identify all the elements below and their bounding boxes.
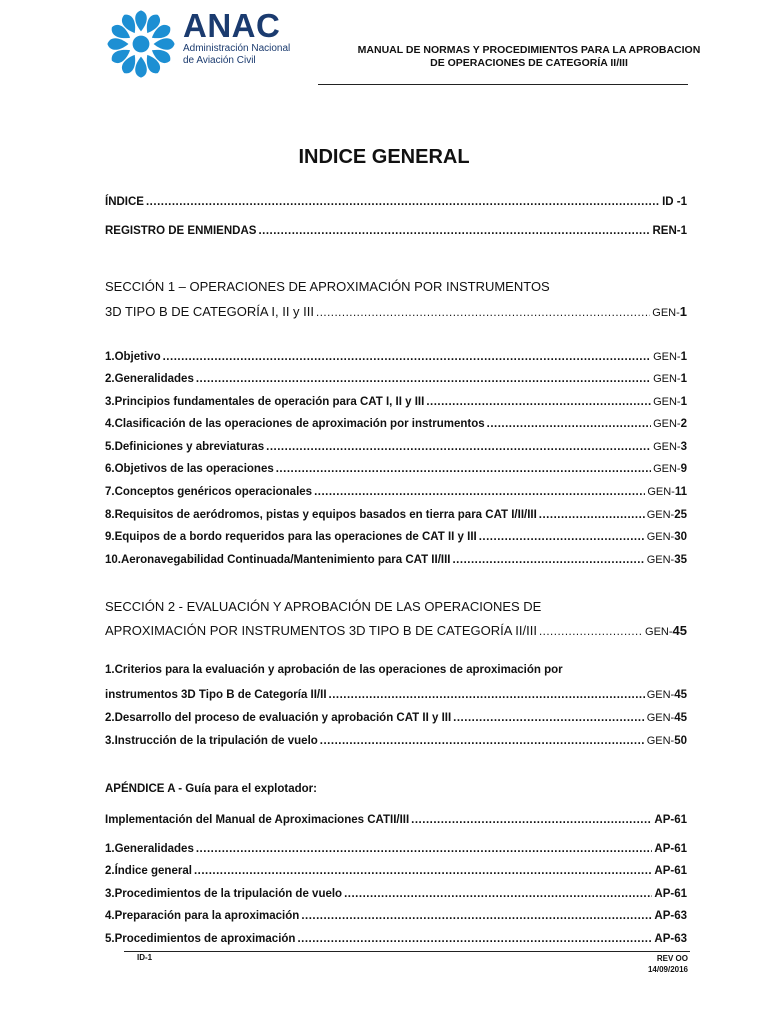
- toc-entry[interactable]: [105, 932, 687, 946]
- dot-leader: [276, 462, 651, 476]
- footer-divider: [124, 951, 690, 952]
- toc-entry-page: [653, 440, 687, 454]
- toc-entry-page: [647, 734, 687, 748]
- toc-entry[interactable]: [105, 485, 687, 499]
- toc-entry-label: 5.Definiciones y abreviaturas: [105, 441, 265, 453]
- toc-entry-label: 3.Procedimientos de la tripulación de vuelo: [105, 888, 343, 900]
- toc-entry-page: [647, 711, 687, 725]
- toc-entry-page: AP-61: [654, 814, 687, 826]
- toc-entry-page: AP-61: [654, 865, 687, 877]
- page-prefix: GEN-: [646, 735, 675, 747]
- toc-entry-label: 8.Requisitos de aeródromos, pistas y equipos basados en tierra para CAT I/II/III: [105, 509, 537, 521]
- appendix-heading-label: APÉNDICE A -: [105, 783, 183, 795]
- page-number: 25: [674, 509, 687, 521]
- toc-entry-page: [647, 688, 687, 702]
- toc-entry-page: [653, 395, 687, 409]
- page-number: 1: [680, 373, 687, 385]
- dot-leader: [316, 307, 650, 319]
- page-prefix: GEN-: [646, 509, 675, 521]
- section-2-subtitle: APROXIMACIÓN POR INSTRUMENTOS 3D TIPO B DE CATEGORÍA II/III: [105, 623, 537, 638]
- toc-entry-page: [652, 304, 687, 319]
- toc-entry-page: REN-1: [652, 225, 687, 237]
- dot-leader: [479, 530, 645, 544]
- dot-leader: [329, 688, 645, 702]
- dot-leader: [196, 372, 651, 386]
- footer-date: 14/09/2016: [647, 965, 688, 974]
- page-prefix: GEN-: [646, 554, 675, 566]
- toc-entry-page: [653, 462, 687, 476]
- toc-entry-registro[interactable]: [105, 224, 687, 238]
- toc-entry-label: 1.Objetivo: [105, 351, 161, 363]
- page-number: 35: [674, 554, 687, 566]
- dot-leader: [453, 711, 645, 725]
- toc-entry[interactable]: [105, 417, 687, 431]
- brand-name: ANAC: [183, 7, 281, 44]
- dot-leader: [266, 440, 651, 454]
- toc-entry-label: 10.Aeronavegabilidad Continuada/Mantenimiento para CAT II/III: [105, 554, 451, 566]
- brand-subtitle-2: de Aviación Civil: [183, 55, 256, 66]
- toc-entry-label: 9.Equipos de a bordo requeridos para las operaciones de CAT II y III: [105, 531, 477, 543]
- toc-entry[interactable]: [105, 440, 687, 454]
- header-divider: [318, 84, 688, 85]
- manual-title-line-2: DE OPERACIONES DE CATEGORÍA II/III: [430, 57, 628, 69]
- page-prefix: GEN-: [653, 418, 681, 430]
- toc-entry-label: REGISTRO DE ENMIENDAS: [105, 225, 257, 237]
- toc-entry-label: 2.Índice general: [105, 865, 192, 877]
- dot-leader: [196, 842, 653, 856]
- section-2-heading-line-2[interactable]: [105, 623, 687, 638]
- toc-entry-page: [647, 530, 687, 544]
- toc-entry[interactable]: [105, 864, 687, 878]
- page-prefix: GEN-: [645, 626, 673, 638]
- dot-leader: [539, 626, 643, 638]
- page-number: 1: [679, 304, 687, 319]
- page-number: 30: [674, 531, 687, 543]
- toc-entry-indice[interactable]: [105, 195, 687, 209]
- toc-entry-label: 5.Procedimientos de aproximación: [105, 933, 296, 945]
- appendix-heading-text: Guía para el explotador:: [182, 783, 317, 795]
- toc-entry-page: AP-63: [654, 933, 687, 945]
- dot-leader: [194, 864, 652, 878]
- manual-title: [318, 44, 740, 70]
- toc-entry-page: [653, 417, 687, 431]
- toc-entry-label: 1.Generalidades: [105, 843, 194, 855]
- page-prefix: GEN-: [646, 712, 675, 724]
- page-title: INDICE GENERAL: [298, 146, 470, 168]
- page-number: 1: [680, 396, 687, 408]
- page-prefix: GEN-: [647, 486, 675, 498]
- toc-entry-label: ÍNDICE: [105, 196, 144, 208]
- toc-entry[interactable]: [105, 372, 687, 386]
- toc-entry-label: 2.Generalidades: [105, 373, 194, 385]
- page-number: 45: [674, 712, 687, 724]
- toc-entry[interactable]: [105, 887, 687, 901]
- toc-entry[interactable]: [105, 734, 687, 748]
- appendix-heading: [105, 783, 317, 795]
- dot-leader: [314, 485, 645, 499]
- dot-leader: [411, 813, 652, 827]
- toc-entry-label: 3.Principios fundamentales de operación para CAT I, II y III: [105, 396, 425, 408]
- footer-revision: [648, 953, 688, 975]
- page-prefix: GEN-: [652, 307, 680, 319]
- footer-rev: REV OO: [656, 954, 688, 963]
- toc-entry[interactable]: [105, 530, 687, 544]
- page-prefix: GEN-: [653, 373, 681, 385]
- page-number: 2: [680, 418, 687, 430]
- toc-entry-page: AP-63: [654, 910, 687, 922]
- section-1-subtitle: 3D TIPO B DE CATEGORÍA I, II y III: [105, 304, 315, 319]
- toc-entry-label: Implementación del Manual de Aproximaciones CATII/III: [105, 814, 410, 826]
- toc-entry-label: 6.Objetivos de las operaciones: [105, 463, 274, 475]
- page-prefix: GEN-: [653, 396, 681, 408]
- toc-entry-implementacion[interactable]: [105, 813, 687, 827]
- dot-leader: [426, 395, 651, 409]
- toc-entry-page: [647, 485, 687, 499]
- toc-entry-label: 7.Conceptos genéricos operacionales: [105, 486, 313, 498]
- toc-entry-label: 2.Desarrollo del proceso de evaluación y aprobación CAT II y III: [105, 712, 452, 724]
- anac-logo-icon: [106, 9, 176, 79]
- toc-entry-page: [653, 372, 687, 386]
- toc-entry-label: 4.Preparación para la aproximación: [105, 910, 300, 922]
- page-number: 11: [674, 486, 687, 498]
- page-prefix: GEN-: [653, 441, 681, 453]
- footer-page-id: ID-1: [137, 953, 153, 962]
- dot-leader: [163, 350, 651, 364]
- brand-subtitle-1: Administración Nacional: [183, 43, 291, 54]
- toc-entry[interactable]: [105, 909, 687, 923]
- toc-entry-page: [647, 508, 687, 522]
- dot-leader: [344, 887, 652, 901]
- dot-leader: [146, 195, 660, 209]
- toc-entry[interactable]: [105, 350, 687, 364]
- toc-entry-page: AP-61: [654, 843, 687, 855]
- toc-entry[interactable]: [105, 711, 687, 725]
- page-prefix: GEN-: [646, 531, 675, 543]
- toc-entry-label: 3.Instrucción de la tripulación de vuelo: [105, 735, 318, 747]
- page-number: 50: [674, 735, 687, 747]
- page-number: 9: [680, 463, 687, 475]
- page-header: [0, 0, 768, 90]
- toc-entry-label: 4.Clasificación de las operaciones de aproximación por instrumentos: [105, 418, 485, 430]
- section-2-item-1-line-1[interactable]: 1.Criterios para la evaluación y aprobación de las operaciones de aproximación por: [105, 664, 563, 676]
- toc-entry-page: ID -1: [662, 196, 687, 208]
- dot-leader: [452, 553, 644, 567]
- toc-entry-page: AP-61: [654, 888, 687, 900]
- section-1-heading: SECCIÓN 1 – OPERACIONES DE APROXIMACIÓN POR INSTRUMENTOS: [105, 279, 550, 294]
- page-prefix: GEN-: [653, 351, 681, 363]
- toc-entry[interactable]: [105, 842, 687, 856]
- page-number: 45: [674, 689, 687, 701]
- dot-leader: [487, 417, 651, 431]
- toc-entry-page: [645, 623, 687, 638]
- toc-entry[interactable]: [105, 462, 687, 476]
- toc-entry[interactable]: [105, 395, 687, 409]
- dot-leader: [539, 508, 645, 522]
- toc-entry-label: instrumentos 3D Tipo B de Categoría II/II: [105, 689, 327, 701]
- page-number: 45: [672, 623, 687, 638]
- dot-leader: [320, 734, 645, 748]
- page-prefix: GEN-: [646, 689, 675, 701]
- manual-title-line-1: MANUAL DE NORMAS Y PROCEDIMIENTOS PARA LA APROBACION: [357, 44, 701, 56]
- dot-leader: [297, 932, 652, 946]
- toc-entry[interactable]: [105, 508, 687, 522]
- page-prefix: GEN-: [653, 463, 681, 475]
- page-number: 3: [680, 441, 687, 453]
- toc-entry[interactable]: [105, 553, 687, 567]
- page-number: 1: [680, 351, 687, 363]
- dot-leader: [258, 224, 650, 238]
- toc-entry-page: [647, 553, 687, 567]
- toc-entry[interactable]: [105, 688, 687, 702]
- toc-entry-page: [653, 350, 687, 364]
- section-2-heading: SECCIÓN 2 - EVALUACIÓN Y APROBACIÓN DE LAS OPERACIONES DE: [105, 599, 542, 614]
- section-1-heading-line-2[interactable]: [105, 304, 687, 319]
- dot-leader: [301, 909, 652, 923]
- brand: [183, 7, 291, 66]
